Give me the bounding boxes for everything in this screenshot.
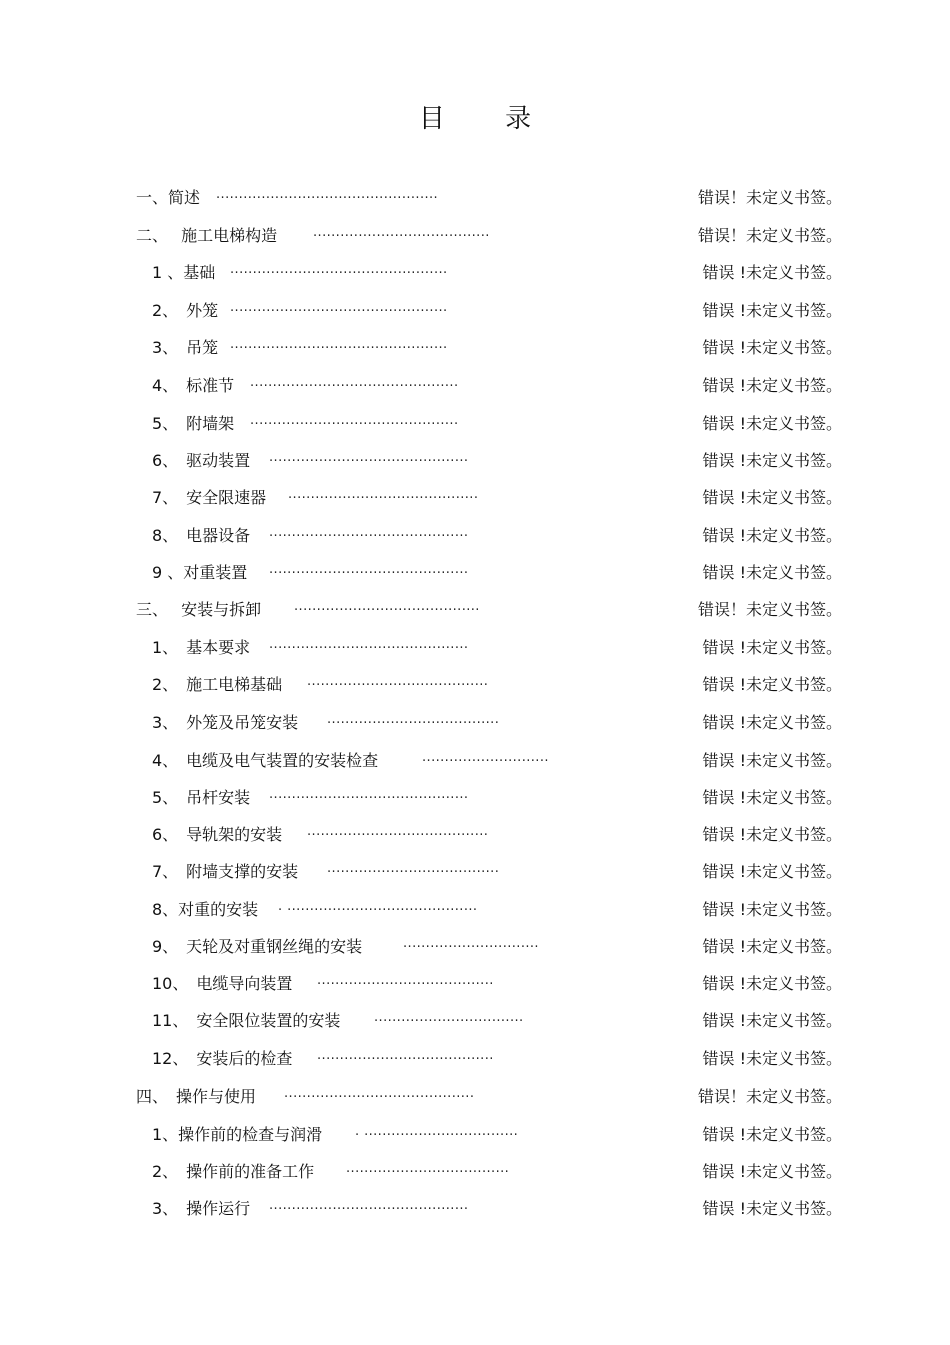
toc-entry[interactable] <box>0 1160 950 1184</box>
toc-entry-page-ref: 错误！未定义书签。 <box>697 600 842 619</box>
toc-entry-page-ref: 错误 !未定义书签。 <box>702 338 842 357</box>
toc-leader-dots: ............................................ <box>269 637 469 652</box>
toc-entry-page-ref: 错误！未定义书签。 <box>697 188 842 207</box>
toc-entry-label: 1、操作前的检查与润滑 <box>152 1125 323 1144</box>
toc-entry-page-ref: 错误 !未定义书签。 <box>702 937 842 956</box>
toc-entry[interactable] <box>0 374 950 398</box>
toc-leader-dots: ................................................ <box>230 337 448 352</box>
toc-entry[interactable] <box>0 561 950 585</box>
toc-entry-page-ref: 错误 !未定义书签。 <box>702 751 842 770</box>
toc-entry-label: 11、 安全限位装置的安装 <box>152 1011 341 1030</box>
toc-entry[interactable] <box>0 299 950 323</box>
toc-entry[interactable] <box>0 1009 950 1033</box>
toc-entry[interactable] <box>0 412 950 436</box>
toc-leader-dots: ...................................... <box>327 712 500 727</box>
toc-entry-label: 2、 操作前的准备工作 <box>152 1162 315 1181</box>
toc-entry[interactable] <box>0 1197 950 1221</box>
toc-leader-dots: ................................. <box>374 1010 524 1025</box>
toc-leader-dots: .............................................. <box>250 375 459 390</box>
toc-entry-label: 2、 外笼 <box>152 301 219 320</box>
toc-entry-page-ref: 错误 !未定义书签。 <box>702 376 842 395</box>
toc-entry-label: 4、 标准节 <box>152 376 235 395</box>
toc-leader-dots: .............................. <box>403 936 539 951</box>
toc-entry[interactable] <box>0 860 950 884</box>
toc-leader-dots: ................................................ <box>230 262 448 277</box>
toc-leader-dots: ............................................ <box>269 450 469 465</box>
toc-entry-label: 3、 外笼及吊笼安装 <box>152 713 299 732</box>
toc-entry[interactable] <box>0 336 950 360</box>
toc-entry-label: 三、 安装与拆卸 <box>136 600 262 619</box>
toc-leader-dots: ....................................... <box>313 225 490 240</box>
toc-entry-page-ref: 错误 !未定义书签。 <box>702 1125 842 1144</box>
toc-entry-label: 5、 吊杆安装 <box>152 788 251 807</box>
toc-entry-label: 3、 操作运行 <box>152 1199 251 1218</box>
toc-entry[interactable] <box>0 1047 950 1071</box>
toc-entry-page-ref: 错误 !未定义书签。 <box>702 900 842 919</box>
toc-entry[interactable] <box>0 224 950 248</box>
toc-entry-page-ref: 错误 !未定义书签。 <box>702 1199 842 1218</box>
toc-entry[interactable] <box>0 636 950 660</box>
toc-entry[interactable] <box>0 449 950 473</box>
toc-entry-label: 10、 电缆导向装置 <box>152 974 293 993</box>
toc-leader-dots: ............................................ <box>269 787 469 802</box>
toc-leader-dots: ........................................ <box>307 824 489 839</box>
toc-entry[interactable] <box>0 898 950 922</box>
toc-leader-dots: .................................... <box>346 1161 510 1176</box>
toc-leader-dots: ................................................ <box>230 300 448 315</box>
toc-entry[interactable] <box>0 823 950 847</box>
toc-title: 目 录 <box>418 104 558 134</box>
toc-entry[interactable] <box>0 673 950 697</box>
toc-entry[interactable] <box>0 261 950 285</box>
toc-entry-page-ref: 错误 !未定义书签。 <box>702 638 842 657</box>
toc-entry-page-ref: 错误 !未定义书签。 <box>702 788 842 807</box>
toc-entry-page-ref: 错误 !未定义书签。 <box>702 301 842 320</box>
toc-entry-label: 12、 安装后的检查 <box>152 1049 293 1068</box>
toc-entry-page-ref: 错误 !未定义书签。 <box>702 1049 842 1068</box>
toc-entry-page-ref: 错误！未定义书签。 <box>697 226 842 245</box>
toc-leader-dots: ....................................... <box>317 1048 494 1063</box>
toc-leader-dots: ................................................. <box>216 187 439 202</box>
toc-leader-dots: . .......................................... <box>278 899 478 914</box>
toc-leader-dots: .......................................... <box>284 1086 475 1101</box>
toc-entry-label: 9、 天轮及对重钢丝绳的安装 <box>152 937 363 956</box>
toc-entry-label: 7、 附墙支撑的安装 <box>152 862 299 881</box>
toc-entry-page-ref: 错误 !未定义书签。 <box>702 974 842 993</box>
toc-entry-label: 一、简述 <box>136 188 201 207</box>
toc-leader-dots: ......................................... <box>294 599 480 614</box>
toc-entry[interactable] <box>0 1123 950 1147</box>
toc-entry-label: 5、 附墙架 <box>152 414 235 433</box>
toc-entry-page-ref: 错误 !未定义书签。 <box>702 526 842 545</box>
toc-leader-dots: . .................................. <box>355 1124 519 1139</box>
toc-leader-dots: ............................................ <box>269 525 469 540</box>
toc-entry-label: 四、 操作与使用 <box>136 1087 257 1106</box>
toc-entry[interactable] <box>0 486 950 510</box>
toc-leader-dots: ............................................ <box>269 562 469 577</box>
toc-entry[interactable] <box>0 1085 950 1109</box>
toc-entry-label: 2、 施工电梯基础 <box>152 675 283 694</box>
toc-entry-page-ref: 错误 !未定义书签。 <box>702 488 842 507</box>
toc-entry-label: 8、对重的安装 <box>152 900 259 919</box>
toc-entry[interactable] <box>0 935 950 959</box>
toc-leader-dots: ....................................... <box>317 973 494 988</box>
toc-entry[interactable] <box>0 598 950 622</box>
toc-entry-label: 1、 基本要求 <box>152 638 251 657</box>
toc-entry[interactable] <box>0 749 950 773</box>
toc-entry[interactable] <box>0 786 950 810</box>
toc-leader-dots: ............................................ <box>269 1198 469 1213</box>
toc-entry[interactable] <box>0 972 950 996</box>
toc-entry-label: 4、 电缆及电气装置的安装检查 <box>152 751 379 770</box>
toc-entry[interactable] <box>0 524 950 548</box>
toc-entry-page-ref: 错误 !未定义书签。 <box>702 675 842 694</box>
toc-entry-page-ref: 错误 !未定义书签。 <box>702 862 842 881</box>
toc-entry-label: 7、 安全限速器 <box>152 488 267 507</box>
toc-entry-label: 9 、对重装置 <box>152 563 248 582</box>
toc-entry-page-ref: 错误 !未定义书签。 <box>702 825 842 844</box>
toc-entry-label: 1 、基础 <box>152 263 216 282</box>
toc-entry-page-ref: 错误 !未定义书签。 <box>702 1162 842 1181</box>
toc-entry-label: 6、 驱动装置 <box>152 451 251 470</box>
toc-entry-page-ref: 错误 !未定义书签。 <box>702 563 842 582</box>
toc-entry-label: 8、 电器设备 <box>152 526 251 545</box>
toc-entry-label: 二、 施工电梯构造 <box>136 226 278 245</box>
toc-entry-page-ref: 错误 !未定义书签。 <box>702 1011 842 1030</box>
toc-entry-label: 3、 吊笼 <box>152 338 219 357</box>
toc-entry-page-ref: 错误 !未定义书签。 <box>702 414 842 433</box>
toc-entry-page-ref: 错误！未定义书签。 <box>697 1087 842 1106</box>
toc-entry-page-ref: 错误 !未定义书签。 <box>702 263 842 282</box>
toc-leader-dots: .............................................. <box>250 413 459 428</box>
toc-leader-dots: ............................ <box>422 750 549 765</box>
toc-leader-dots: .......................................... <box>288 487 479 502</box>
toc-leader-dots: ...................................... <box>327 861 500 876</box>
toc-entry-label: 6、 导轨架的安装 <box>152 825 283 844</box>
toc-entry-page-ref: 错误 !未定义书签。 <box>702 451 842 470</box>
toc-entry[interactable] <box>0 186 950 210</box>
toc-leader-dots: ........................................ <box>307 674 489 689</box>
toc-entry[interactable] <box>0 711 950 735</box>
toc-entry-page-ref: 错误 !未定义书签。 <box>702 713 842 732</box>
